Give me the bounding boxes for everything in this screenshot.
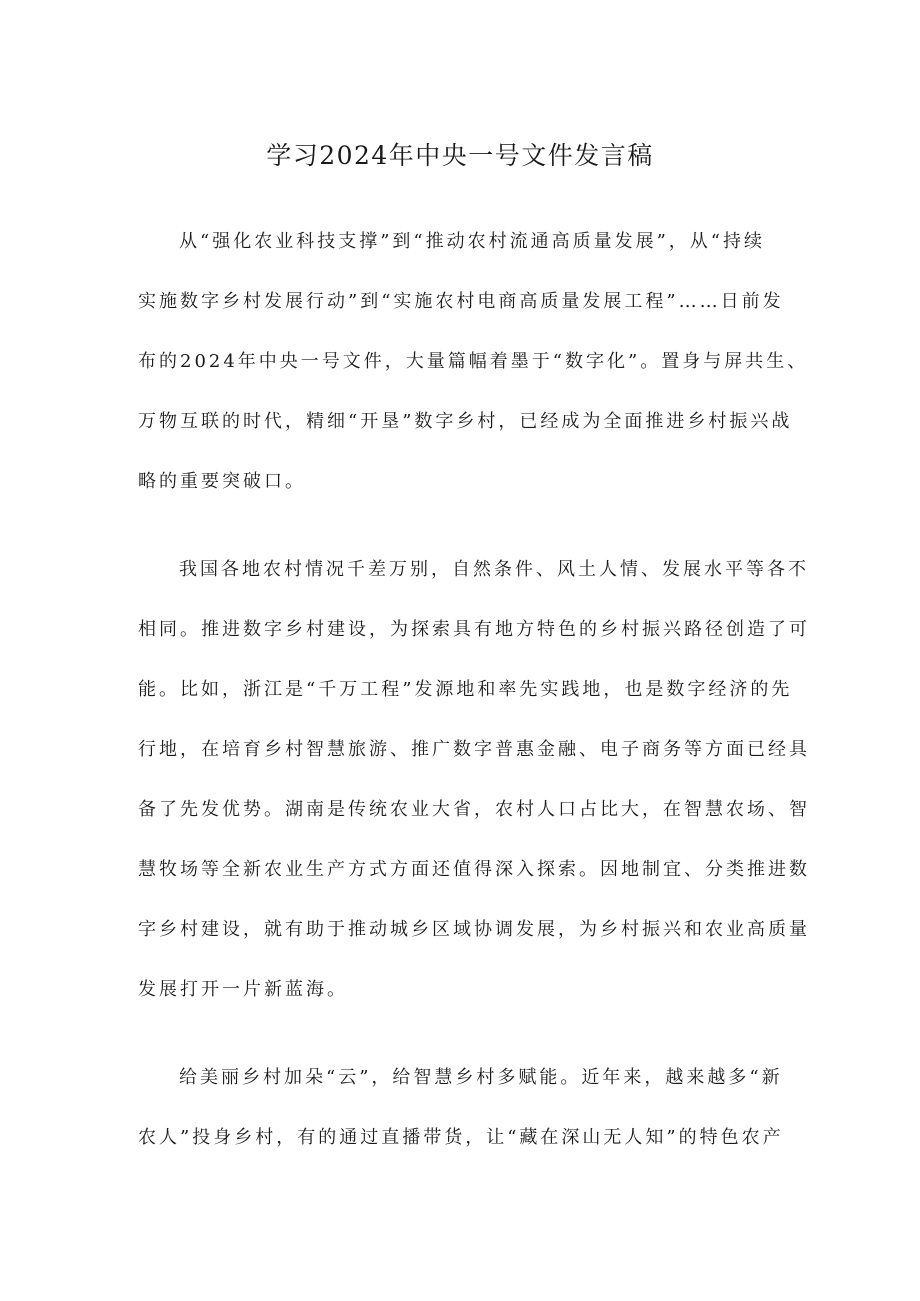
text-line: 慧牧场等全新农业生产方式方面还值得深入探索。因地制宜、分类推进数 <box>138 859 810 880</box>
text-line: 字乡村建设，就有助于推动城乡区域协调发展，为乡村振兴和农业高质量 <box>138 919 810 940</box>
text-line: 略的重要突破口。 <box>138 471 306 492</box>
text-line: 我国各地农村情况千差万别，自然条件、风土人情、发展水平等各不 <box>179 559 809 580</box>
text-line: 实施数字乡村发展行动”到“实施农村电商高质量发展工程”……日前发 <box>138 291 784 312</box>
text-line: 布的2024年中央一号文件，大量篇幅着墨于“数字化”。置身与屏共生、 <box>138 351 809 372</box>
document-body <box>138 212 810 1168</box>
paragraph-2 <box>138 540 810 1020</box>
document-title: 学习2024年中央一号文件发言稿 <box>266 141 654 170</box>
paragraph-3 <box>138 1048 783 1168</box>
paragraph-1 <box>138 212 809 512</box>
text-line: 给美丽乡村加朵“云”，给智慧乡村多赋能。近年来，越来越多“新 <box>179 1067 783 1088</box>
text-line: 备了先发优势。湖南是传统农业大省，农村人口占比大，在智慧农场、智 <box>138 799 810 820</box>
text-line: 万物互联的时代，精细“开垦”数字乡村，已经成为全面推进乡村振兴战 <box>138 411 793 432</box>
text-line: 能。比如，浙江是“千万工程”发源地和率先实践地，也是数字经济的先 <box>138 679 793 700</box>
text-line: 从“强化农业科技支撑”到“推动农村流通高质量发展”，从“持续 <box>179 231 766 252</box>
text-line: 发展打开一片新蓝海。 <box>138 979 348 1000</box>
text-line: 相同。推进数字乡村建设，为探索具有地方特色的乡村振兴路径创造了可 <box>138 619 810 640</box>
text-line: 行地，在培育乡村智慧旅游、推广数字普惠金融、电子商务等方面已经具 <box>138 739 810 760</box>
text-line: 农人”投身乡村，有的通过直播带货，让“藏在深山无人知”的特色农产 <box>138 1127 784 1148</box>
